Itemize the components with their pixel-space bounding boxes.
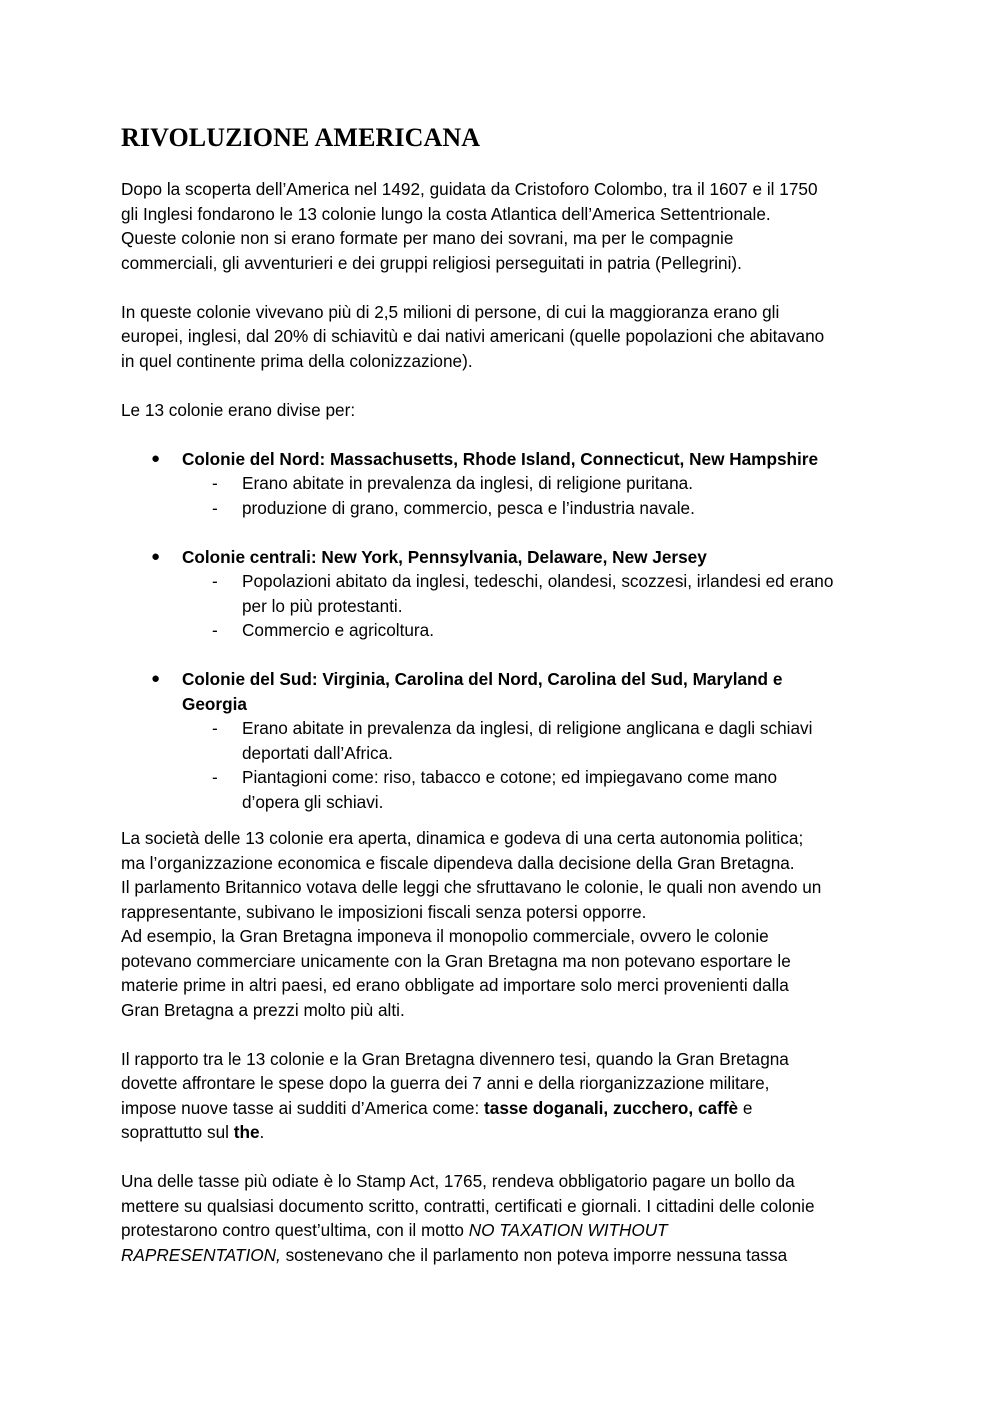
heading-line: Colonie del Nord: Massachusetts, Rhode Island, Connecticut, New Hampshire <box>182 448 819 469</box>
sub-item <box>121 471 891 496</box>
stamp-act-paragraph <box>121 1169 891 1267</box>
text-line-part: e <box>738 1097 753 1118</box>
dash-icon: - <box>212 571 218 591</box>
text-line: europei, inglesi, dal 20% di schiavitù e dai nativi americani (quelle popolazioni che abitavano <box>121 326 825 346</box>
colonies-central-section <box>121 545 891 643</box>
colonies-south-heading <box>121 667 891 716</box>
text-line-part: protestarono contro quest’ultima, con il motto <box>121 1220 469 1240</box>
sub-item-text: deportati dall’Africa. <box>242 742 393 763</box>
dash-icon: - <box>212 767 218 787</box>
text-line: mettere su qualsiasi documento scritto, contratti, certificati e giornali. I cittadini delle colonie <box>121 1195 815 1216</box>
text-line: commerciali, gli avventurieri e dei gruppi religiosi perseguitati in patria (Pellegrini). <box>121 252 742 273</box>
text-line: dovette affrontare le spese dopo la guerra dei 7 anni e della riorganizzazione militare, <box>121 1073 770 1093</box>
dash-icon: - <box>212 497 218 518</box>
text-line: Il parlamento Britannico votava delle leggi che sfruttavano le colonie, le quali non avendo un <box>121 877 822 897</box>
text-line: Gran Bretagna a prezzi molto più alti. <box>121 999 405 1020</box>
text-line: In queste colonie vivevano più di 2,5 milioni di persone, di cui la maggioranza erano gli <box>121 301 780 322</box>
heading-line: Georgia <box>182 693 247 714</box>
text-line-part: soprattutto sul <box>121 1122 234 1142</box>
text-line: La società delle 13 colonie era aperta, dinamica e godeva di una certa autonomia politica; <box>121 828 804 848</box>
sub-item-text: produzione di grano, commercio, pesca e l’industria navale. <box>242 497 695 518</box>
text-line-part: . <box>259 1122 265 1142</box>
society-paragraph <box>121 826 891 1022</box>
intro-paragraph <box>121 177 891 275</box>
bullet-icon: ● <box>151 449 161 467</box>
population-paragraph <box>121 300 891 374</box>
colonies-north-section <box>121 447 891 521</box>
text-line: Una delle tasse più odiate è lo Stamp Act, 1765, rendeva obbligatorio pagare un bollo da <box>121 1171 795 1191</box>
sub-item <box>121 765 891 814</box>
document-body <box>121 177 891 1267</box>
sub-item-text: d’opera gli schiavi. <box>242 791 384 812</box>
text-line: materie prime in altri paesi, ed erano obbligate ad importare solo merci provenienti dalla <box>121 975 789 995</box>
heading-line: Colonie del Sud: Virginia, Carolina del Nord, Carolina del Sud, Maryland e <box>182 669 783 689</box>
text-line: Ad esempio, la Gran Bretagna imponeva il monopolio commerciale, ovvero le colonie <box>121 926 769 946</box>
division-intro: Le 13 colonie erano divise per: <box>121 399 356 420</box>
sub-item-text: Piantagioni come: riso, tabacco e cotone; ed impiegavano come mano <box>242 767 778 787</box>
text-line: rappresentante, subivano le imposizioni fiscali senza potersi opporre. <box>121 901 647 922</box>
bullet-icon: ● <box>151 670 161 687</box>
taxed-goods: tasse doganali, zucchero, caffè <box>484 1097 739 1118</box>
taxed-tea: the <box>233 1122 260 1142</box>
dash-icon: - <box>212 718 218 738</box>
tension-paragraph <box>121 1047 891 1145</box>
bullet-icon: ● <box>151 547 161 565</box>
sub-item <box>121 716 891 765</box>
text-line: Queste colonie non si erano formate per mano dei sovrani, ma per le compagnie <box>121 228 734 248</box>
motto-text: RAPRESENTATION, <box>121 1244 281 1265</box>
text-line: ma l’organizzazione economica e fiscale dipendeva dalla decisione della Gran Bretagna. <box>121 852 795 873</box>
document-title: RIVOLUZIONE AMERICANA <box>121 123 481 152</box>
colonies-central-heading <box>121 545 891 570</box>
sub-item-text: Commercio e agricoltura. <box>242 620 434 640</box>
dash-icon: - <box>212 620 218 640</box>
heading-line: Colonie centrali: New York, Pennsylvania, Delaware, New Jersey <box>182 546 707 567</box>
motto-text: NO TAXATION WITHOUT <box>468 1220 668 1240</box>
sub-item <box>121 618 891 643</box>
text-line: potevano commerciare unicamente con la Gran Bretagna ma non potevano esportare le <box>121 950 791 971</box>
text-line: Dopo la scoperta dell’America nel 1492, guidata da Cristoforo Colombo, tra il 1607 e il 1750 <box>121 179 818 199</box>
sub-item <box>121 496 891 521</box>
dash-icon: - <box>212 473 218 493</box>
colonies-north-heading <box>121 447 891 472</box>
sub-item-text: Erano abitate in prevalenza da inglesi, di religione puritana. <box>242 473 693 493</box>
text-line: in quel continente prima della colonizzazione). <box>121 350 473 371</box>
text-line-part: sostenevano che il parlamento non poteva imporre nessuna tassa <box>280 1244 788 1265</box>
sub-item <box>121 569 891 618</box>
sub-item-text: Popolazioni abitato da inglesi, tedeschi, olandesi, scozzesi, irlandesi ed erano <box>242 571 834 591</box>
text-line: Il rapporto tra le 13 colonie e la Gran Bretagna divennero tesi, quando la Gran Bretagna <box>121 1048 789 1069</box>
text-line: gli Inglesi fondarono le 13 colonie lungo la costa Atlantica dell’America Settentrionale. <box>121 203 771 224</box>
colonies-south-section <box>121 667 891 814</box>
sub-item-text: per lo più protestanti. <box>242 595 403 616</box>
sub-item-text: Erano abitate in prevalenza da inglesi, di religione anglicana e dagli schiavi <box>242 718 813 738</box>
text-line-part: impose nuove tasse ai sudditi d’America come: <box>121 1097 485 1118</box>
